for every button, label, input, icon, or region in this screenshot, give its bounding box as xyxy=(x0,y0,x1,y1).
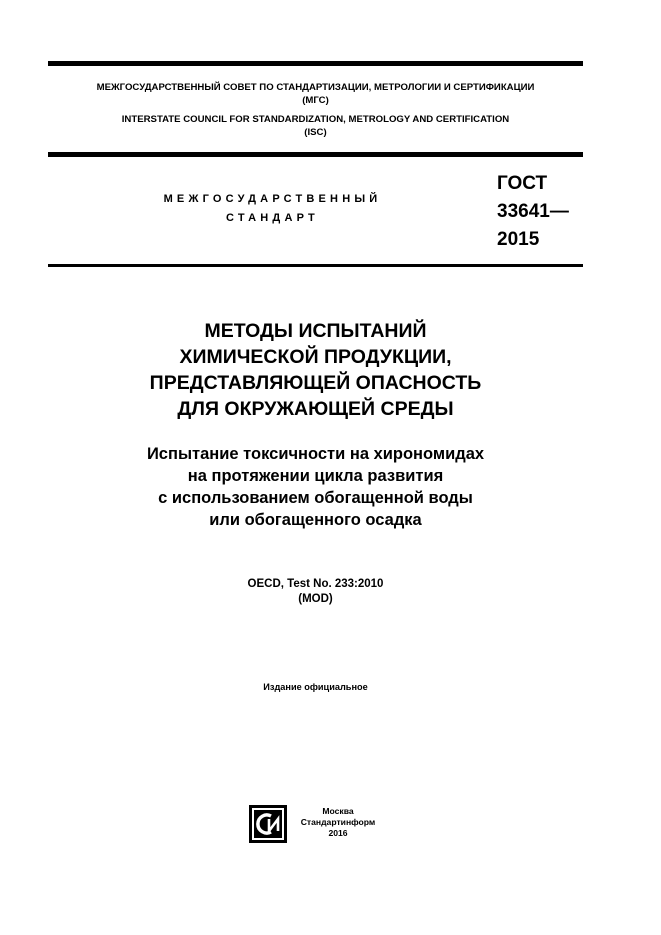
subtitle-line: на протяжении цикла развития xyxy=(187,467,444,485)
standartinform-logo-icon xyxy=(249,805,287,843)
standard-kind-line1: МЕЖГОСУДАРСТВЕННЫЙ xyxy=(163,193,382,205)
publisher-city: Москва xyxy=(322,806,354,816)
title-line: ДЛЯ ОКРУЖАЮЩЕЙ СРЕДЫ xyxy=(177,398,454,420)
edition-label: Издание официальное xyxy=(263,682,368,692)
standard-kind xyxy=(130,190,415,228)
council-ru xyxy=(48,81,583,107)
subtitle-line: с использованием обогащенной воды xyxy=(158,489,473,507)
council-en xyxy=(48,113,583,139)
reference-source: OECD, Test No. 233:2010 xyxy=(247,578,384,590)
title-line: ПРЕДСТАВЛЯЮЩЕЙ ОПАСНОСТЬ xyxy=(149,372,482,394)
council-ru-abbr: (МГС) xyxy=(302,95,329,106)
gost-designation xyxy=(497,170,569,254)
publisher-info xyxy=(293,806,383,839)
title-line: МЕТОДЫ ИСПЫТАНИЙ xyxy=(204,320,427,342)
gost-number: 33641— xyxy=(497,201,569,222)
title-line: ХИМИЧЕСКОЙ ПРОДУКЦИИ, xyxy=(179,346,452,368)
gost-year: 2015 xyxy=(497,229,540,250)
reference-block xyxy=(48,577,583,607)
gost-prefix: ГОСТ xyxy=(497,173,548,194)
subtitle-line: или обогащенного осадка xyxy=(209,511,422,529)
publisher-year: 2016 xyxy=(328,828,348,838)
top-rule xyxy=(48,61,583,66)
council-en-abbr: (ISC) xyxy=(304,127,327,138)
middle-rule xyxy=(48,152,583,157)
reference-degree: (MOD) xyxy=(298,593,333,605)
standard-kind-line2: СТАНДАРТ xyxy=(226,212,319,224)
council-ru-name: МЕЖГОСУДАРСТВЕННЫЙ СОВЕТ ПО СТАНДАРТИЗАЦИИ, МЕТРОЛОГИИ И СЕРТИФИКАЦИИ xyxy=(96,82,535,93)
subtitle-line: Испытание токсичности на хирономидах xyxy=(146,445,485,463)
publisher-name: Стандартинформ xyxy=(300,817,376,827)
council-en-name: INTERSTATE COUNCIL FOR STANDARDIZATION, METROLOGY AND CERTIFICATION xyxy=(121,114,510,125)
thin-rule xyxy=(48,264,583,267)
document-subtitle xyxy=(48,443,583,531)
document-title xyxy=(48,318,583,422)
